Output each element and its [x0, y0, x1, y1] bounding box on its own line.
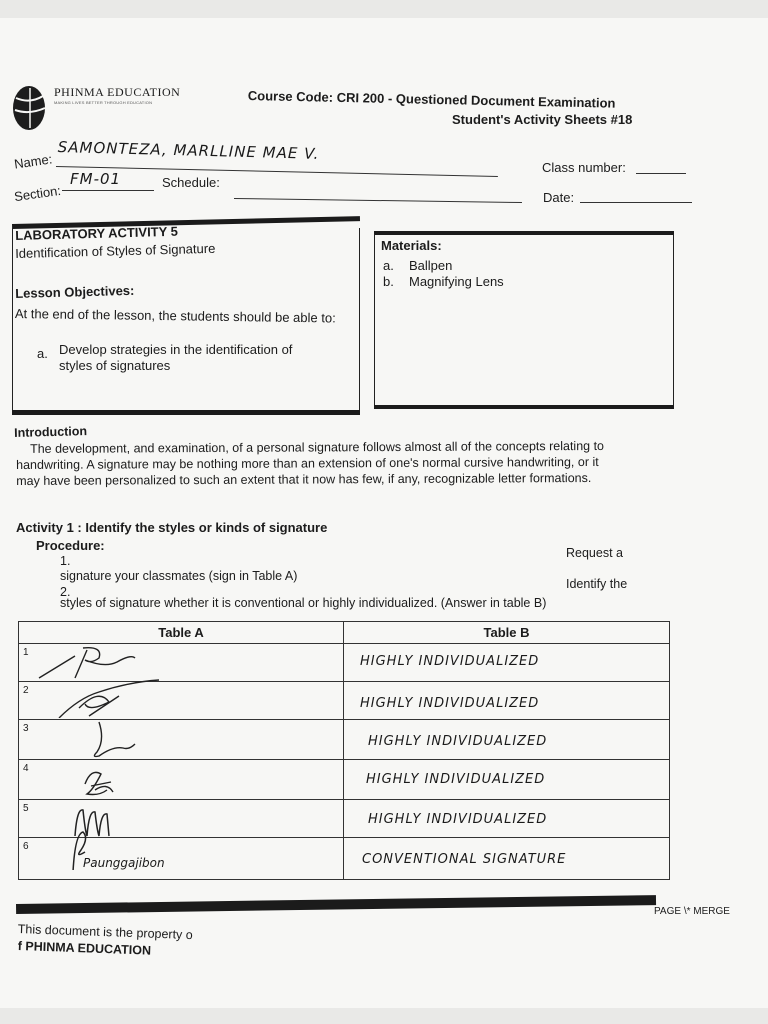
style-answer: HIGHLY INDIVIDUALIZED: [366, 772, 546, 787]
step1-text: signature your classmates (sign in Table A): [60, 569, 298, 583]
style-answer: HIGHLY INDIVIDUALIZED: [360, 696, 540, 711]
signature-3-icon: [79, 720, 159, 760]
row-number: 3: [23, 723, 29, 734]
course-code: Course Code: CRI 200 - Questioned Document Examination: [247, 88, 616, 111]
objective-a-marker: a.: [37, 346, 48, 361]
materials-box-bottom-bar: [374, 405, 674, 409]
materials-item-b-marker: b.: [383, 274, 394, 289]
page-field: PAGE \* MERGE: [654, 906, 730, 917]
class-number-underline: [636, 173, 686, 174]
table-b-header: Table B: [344, 622, 670, 644]
org-tagline: MAKING LIVES BETTER THROUGH EDUCATION: [54, 100, 153, 105]
signature-2-icon: [49, 678, 189, 718]
activity-title: LABORATORY ACTIVITY 5: [15, 223, 179, 243]
signature-4-icon: [77, 760, 157, 800]
procedure-label: Procedure:: [36, 538, 105, 553]
table-a-cell: [19, 760, 344, 800]
objectives-heading: Lesson Objectives:: [15, 282, 135, 301]
style-answer: HIGHLY INDIVIDUALIZED: [368, 812, 548, 827]
table-a-header: Table A: [19, 622, 344, 644]
schedule-underline: [234, 198, 522, 203]
table-row: [19, 720, 670, 760]
table-b-cell: [344, 720, 670, 760]
activity-sheet-page: [0, 18, 768, 1008]
sheet-title: Student's Activity Sheets #18: [452, 112, 633, 127]
activity1-heading: Activity 1 : Identify the styles or kinds of signature: [16, 520, 328, 535]
activity-subtitle: Identification of Styles of Signature: [15, 240, 216, 261]
signature-1-icon: [35, 644, 165, 680]
style-answer: HIGHLY INDIVIDUALIZED: [360, 654, 540, 669]
activity-box: [12, 223, 360, 413]
table-b-cell: [344, 838, 670, 880]
table-row: [19, 800, 670, 838]
activity-box-bottom-bar: [12, 410, 360, 415]
materials-box: [374, 234, 674, 409]
style-answer: HIGHLY INDIVIDUALIZED: [368, 734, 548, 749]
table-b-cell: [344, 644, 670, 682]
step2-text: styles of signature whether it is conventional or highly individualized. (Answer in table B): [60, 596, 547, 610]
section-underline: [62, 190, 154, 191]
phinma-logo-icon: [12, 84, 48, 132]
schedule-label: Schedule:: [162, 175, 220, 190]
row-number: 2: [23, 685, 29, 696]
row-number: 1: [23, 647, 29, 658]
signature-6-text: Paunggajibon: [83, 856, 165, 870]
step2-right: Identify the: [566, 577, 628, 591]
materials-item-ballpen: Ballpen: [409, 258, 453, 273]
step2-number: 2.: [60, 585, 71, 599]
step1-right: Request a: [566, 546, 623, 560]
table-a-cell: [19, 838, 344, 880]
signature-table: [18, 621, 670, 880]
row-number: 6: [23, 841, 29, 852]
section-value: FM-01: [70, 170, 122, 188]
table-row: [19, 682, 670, 720]
name-underline: [56, 166, 498, 177]
style-answer: CONVENTIONAL SIGNATURE: [362, 852, 567, 867]
materials-item-magnifying-lens: Magnifying Lens: [409, 274, 504, 289]
table-a-cell: [19, 720, 344, 760]
table-header-row: [19, 622, 670, 644]
materials-heading: Materials:: [381, 238, 442, 253]
name-label: Name:: [13, 151, 54, 172]
date-underline: [580, 202, 692, 203]
date-label: Date:: [543, 190, 575, 205]
table-row: [19, 760, 670, 800]
introduction-body: The development, and examination, of a personal signature follows almost all of the concepts relating to handwriting. A signature may be nothing more than an extension of one's normal cursive handwriting, or it may have been personalized to such an extent that it now has few, if any, recognizable letter formations.: [16, 438, 605, 488]
table-b-cell: [344, 800, 670, 838]
property-line1: This document is the property o: [17, 922, 193, 943]
table-row: [19, 644, 670, 682]
table-a-cell: [19, 682, 344, 720]
introduction-heading: Introduction: [14, 424, 88, 440]
row-number: 4: [23, 763, 29, 774]
step1-number: 1.: [60, 554, 71, 568]
org-name: PHINMA EDUCATION: [54, 85, 181, 99]
materials-item-a-marker: a.: [383, 258, 394, 273]
property-line2: f PHINMA EDUCATION: [17, 939, 152, 958]
table-b-cell: [344, 682, 670, 720]
table-a-cell: [19, 644, 344, 682]
table-b-cell: [344, 760, 670, 800]
name-value: SAMONTEZA, MARLLINE MAE V.: [57, 138, 320, 163]
class-number-label: Class number:: [542, 160, 626, 175]
footer-bar: [16, 895, 656, 914]
objective-a: Develop strategies in the identification of styles of signatures: [59, 342, 293, 373]
objectives-intro: At the end of the lesson, the students should be able to:: [14, 306, 336, 326]
table-row: [19, 838, 670, 880]
row-number: 5: [23, 803, 29, 814]
section-label: Section:: [13, 182, 62, 205]
